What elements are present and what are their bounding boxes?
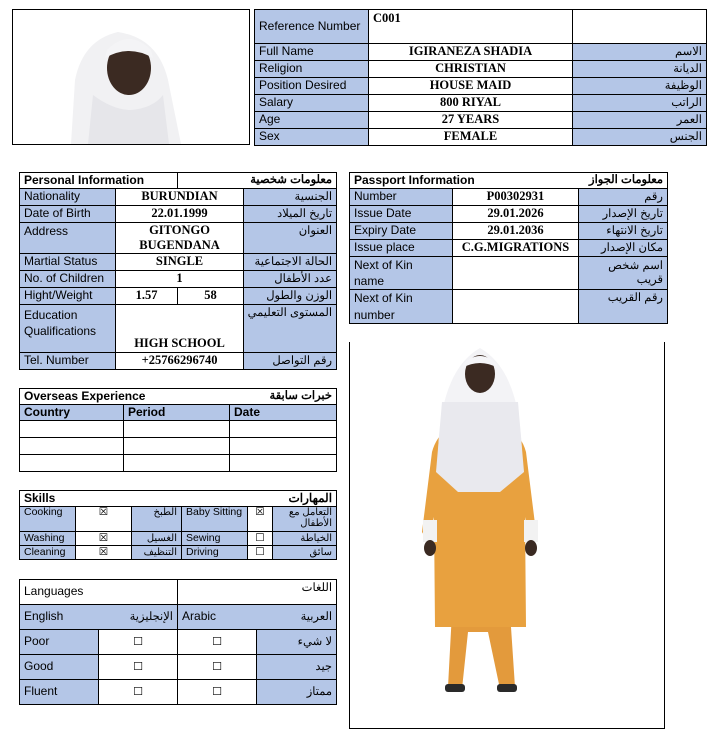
kin-name-ar-line-2: قريب (636, 274, 663, 287)
skills-title-ar: المهارات (182, 491, 337, 507)
expiry-date-label: Expiry Date (350, 223, 453, 240)
religion-label: Religion (255, 61, 369, 78)
issue-place-value: C.G.MIGRATIONS (453, 240, 579, 257)
tel-label: Tel. Number (20, 353, 116, 370)
edu-value: HIGH SCHOOL (116, 305, 244, 353)
age-label: Age (255, 112, 369, 129)
fullbody-photo-frame (349, 342, 665, 729)
issue-place-ar: مكان الإصدار (579, 240, 668, 257)
skill-washing-label: Washing (20, 532, 76, 546)
languages-title: Languages (20, 580, 178, 605)
lang-english-ar: الإنجليزية (99, 605, 178, 630)
issue-date-value: 29.01.2026 (453, 206, 579, 223)
fullname-value: IGIRANEZA SHADIA (369, 44, 573, 61)
portrait-photo (13, 10, 249, 144)
fullbody-photo (350, 342, 664, 728)
overseas-col-period: Period (124, 405, 230, 421)
kin-name-ar (579, 257, 668, 290)
reference-value: C001 (369, 10, 573, 44)
reference-ar (573, 10, 707, 44)
lang-good-label: Good (20, 655, 99, 680)
languages-title-ar: اللغات (178, 580, 337, 605)
sex-ar: الجنس (573, 129, 707, 146)
fullname-ar: الاسم (573, 44, 707, 61)
header-info-table (254, 9, 707, 146)
skill-driving-ar: سائق (273, 546, 337, 560)
passport-info-table (349, 172, 668, 324)
age-ar: العمر (573, 112, 707, 129)
height-value: 1.57 (116, 288, 178, 305)
skill-babysitting-checkbox[interactable]: ☒ (248, 507, 273, 532)
kin-name-ar-line-1: اسم شخص (608, 260, 663, 272)
kin-name-label (350, 257, 453, 290)
lang-english-fluent-checkbox[interactable]: ☐ (99, 680, 178, 705)
address-line-2: BUGENDANA (139, 238, 220, 252)
skill-cleaning-ar: التنظيف (132, 546, 182, 560)
passport-number-ar: رقم (579, 189, 668, 206)
skill-driving-label: Driving (182, 546, 248, 560)
kin-number-label-line-1: Next of Kin (354, 291, 413, 306)
skill-cooking-label: Cooking (20, 507, 76, 532)
lang-arabic-label: Arabic (178, 605, 257, 630)
passport-title: Passport Information (350, 173, 579, 189)
lang-poor-label: Poor (20, 630, 99, 655)
kin-number-value (453, 290, 579, 323)
overseas-row (20, 455, 337, 472)
salary-ar: الراتب (573, 95, 707, 112)
lang-arabic-poor-checkbox[interactable]: ☐ (178, 630, 257, 655)
overseas-row (20, 421, 337, 438)
languages-table (19, 579, 337, 705)
edu-label (20, 305, 116, 353)
overseas-col-date: Date (230, 405, 337, 421)
skill-cooking-ar: الطبخ (132, 507, 182, 532)
skill-sewing-ar: الخياطة (273, 532, 337, 546)
lang-arabic-ar: العربية (257, 605, 337, 630)
tel-ar: رقم التواصل (244, 353, 337, 370)
expiry-date-value: 29.01.2036 (453, 223, 579, 240)
personal-title-ar: معلومات شخصية (178, 173, 337, 189)
address-value (116, 223, 244, 254)
hw-ar: الوزن والطول (244, 288, 337, 305)
marital-ar: الحالة الاجتماعية (244, 254, 337, 271)
salary-label: Salary (255, 95, 369, 112)
lang-good-ar: جيد (257, 655, 337, 680)
skill-babysitting-ar-line-2: الأطفال (300, 518, 333, 529)
age-value: 27 YEARS (369, 112, 573, 129)
kin-number-ar: رقم القريب (579, 290, 668, 323)
kin-number-label (350, 290, 453, 323)
dob-value: 22.01.1999 (116, 206, 244, 223)
passport-title-ar: معلومات الجواز (579, 173, 668, 189)
edu-label-line-1: Education (24, 308, 78, 322)
skill-washing-checkbox[interactable]: ☒ (76, 532, 132, 546)
issue-date-label: Issue Date (350, 206, 453, 223)
weight-value: 58 (178, 288, 244, 305)
nationality-value: BURUNDIAN (116, 189, 244, 206)
passport-number-label: Number (350, 189, 453, 206)
issue-place-label: Issue place (350, 240, 453, 257)
skill-driving-checkbox[interactable]: ☐ (248, 546, 273, 560)
tel-value: +25766296740 (116, 353, 244, 370)
lang-arabic-fluent-checkbox[interactable]: ☐ (178, 680, 257, 705)
kin-number-label-line-2: number (354, 307, 395, 322)
children-ar: عدد الأطفال (244, 271, 337, 288)
lang-fluent-label: Fluent (20, 680, 99, 705)
lang-poor-ar: لا شيء (257, 630, 337, 655)
passport-number-value: P00302931 (453, 189, 579, 206)
expiry-date-ar: تاريخ الانتهاء (579, 223, 668, 240)
marital-label: Martial Status (20, 254, 116, 271)
children-value: 1 (116, 271, 244, 288)
religion-ar: الديانة (573, 61, 707, 78)
lang-english-label: English (20, 605, 99, 630)
overseas-title: Overseas Experience (20, 389, 230, 405)
fullname-label: Full Name (255, 44, 369, 61)
skill-cleaning-checkbox[interactable]: ☒ (76, 546, 132, 560)
address-line-1: GITONGO (149, 223, 210, 237)
lang-arabic-good-checkbox[interactable]: ☐ (178, 655, 257, 680)
overseas-table (19, 388, 337, 472)
position-value: HOUSE MAID (369, 78, 573, 95)
lang-fluent-ar: ممتاز (257, 680, 337, 705)
position-label: Position Desired (255, 78, 369, 95)
address-ar: العنوان (244, 223, 337, 254)
position-ar: الوظيفة (573, 78, 707, 95)
salary-value: 800 RIYAL (369, 95, 573, 112)
sex-value: FEMALE (369, 129, 573, 146)
nationality-label: Nationality (20, 189, 116, 206)
kin-name-label-line-1: Next of Kin (354, 258, 413, 272)
kin-name-label-line-2: name (354, 274, 385, 289)
skill-sewing-label: Sewing (182, 532, 248, 546)
edu-ar: المستوى التعليمي (244, 305, 337, 353)
skill-babysitting-label: Baby Sitting (182, 507, 248, 532)
kin-name-value (453, 257, 579, 290)
address-label: Address (20, 223, 116, 254)
lang-english-good-checkbox[interactable]: ☐ (99, 655, 178, 680)
skill-cleaning-label: Cleaning (20, 546, 76, 560)
hw-label: Hight/Weight (20, 288, 116, 305)
reference-label: Reference Number (255, 10, 369, 44)
overseas-row (20, 438, 337, 455)
skill-cooking-checkbox[interactable]: ☒ (76, 507, 132, 532)
lang-english-poor-checkbox[interactable]: ☐ (99, 630, 178, 655)
religion-value: CHRISTIAN (369, 61, 573, 78)
personal-title: Personal Information (20, 173, 178, 189)
children-label: No. of Children (20, 271, 116, 288)
edu-label-line-2: Qualifications (24, 324, 97, 339)
dob-ar: تاريخ الميلاد (244, 206, 337, 223)
sex-label: Sex (255, 129, 369, 146)
personal-info-table (19, 172, 337, 370)
nationality-ar: الجنسية (244, 189, 337, 206)
marital-value: SINGLE (116, 254, 244, 271)
overseas-col-country: Country (20, 405, 124, 421)
skills-table (19, 490, 337, 560)
skill-washing-ar: الغسيل (132, 532, 182, 546)
dob-label: Date of Birth (20, 206, 116, 223)
skill-sewing-checkbox[interactable]: ☐ (248, 532, 273, 546)
portrait-photo-frame (12, 9, 250, 145)
issue-date-ar: تاريخ الإصدار (579, 206, 668, 223)
skill-babysitting-ar-line-1: التعامل مع (288, 507, 333, 518)
overseas-title-ar: خبرات سابقة (230, 389, 337, 405)
skill-babysitting-ar (273, 507, 337, 532)
skills-title: Skills (20, 491, 182, 507)
